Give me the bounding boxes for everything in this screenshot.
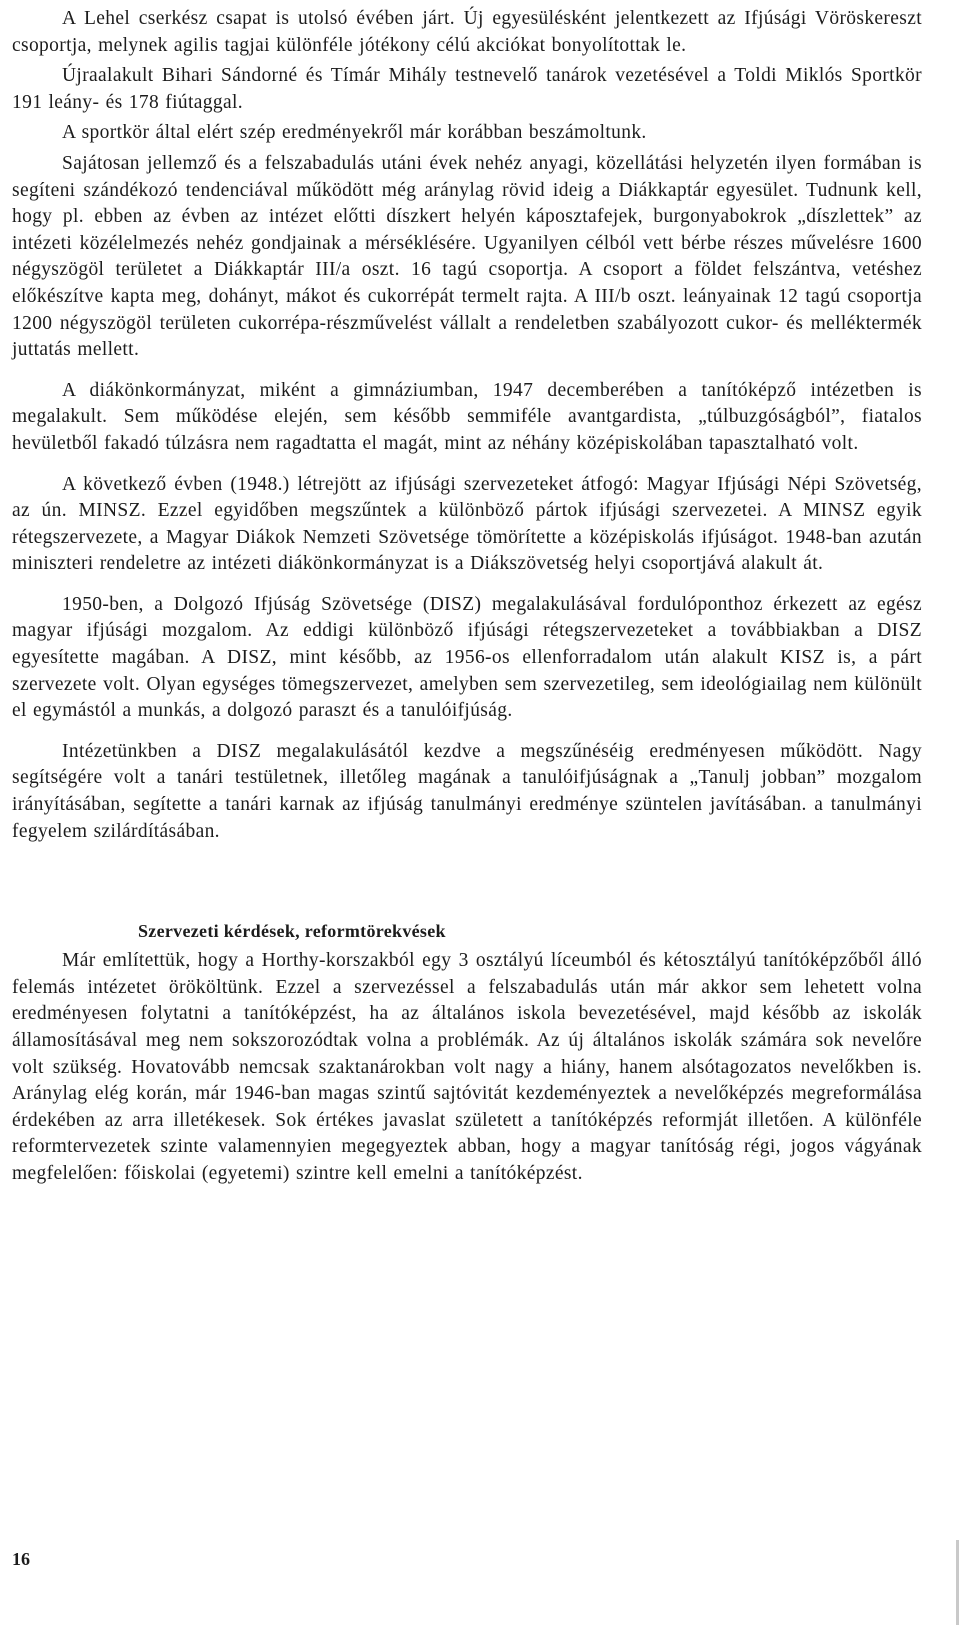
document-page xyxy=(12,6,922,1188)
paragraph-sports-results: A sportkör által elért szép eredményekről már korábban beszámoltunk. xyxy=(62,122,647,144)
paragraph-lehel-scouts: A Lehel cserkész csapat is utolsó évében járt. Új egyesülésként jelentkezett az Ifjúsági Vöröskereszt csoportja, melynek agilis tagjai különféle jótékony célú akciókat bonyolítottak le. xyxy=(12,8,922,56)
page-number: 16 xyxy=(12,1549,30,1569)
paragraph-sports-club: Újraalakult Bihari Sándorné és Tímár Mihály testnevelő tanárok vezetésével a Toldi Miklós Sportkör 191 leány- és 178 fiútaggal. xyxy=(12,65,922,113)
paragraph-disz-results: Intézetünkben a DISZ megalakulásától kezdve a megszűnéséig eredményesen működött. Nagy segítségére volt a tanári testületnek, illetőleg magának a tanulóifjúságnak a „Tanulj jobban” mozgalom irányításában, segítette a tanári karnak az ifjúság tanulmányi eredménye szüntelen javításában. a tanulmányi fegyelem szilárdításában. xyxy=(12,740,922,842)
scan-edge-shadow xyxy=(956,1540,959,1625)
paragraph-reform: Már említettük, hogy a Horthy-korszakból egy 3 osztályú líceumból és kétosztályú tanítóképzőből álló felemás intézetet örököltünk. Ezzel a szervezéssel a felszabadulás után már akkor sem lehetett volna eredményesen folytatni a tanítóképzést, ha az általános iskola bevezetésével, majd később az iskolák államosításával meg nem sokszorozódtak volna a problémák. Az új általános iskolák számára sok nevelőre volt szükség. Hovatovább nemcsak szaktanárokban volt nagy a hiány, hanem alsótagozatos nevelőkben is. Aránylag elég korán, már 1946-ban magas szintű sajtóvitát kezdeményeztek a nevelőképzés megreformálása érdekében az arra illetékesek. Sok értékes javaslat született a tanítóképzés reformját illetően. A különféle reformtervezetek szinte valamennyien megegyeztek abban, hogy a magyar tanítóság régi, jogos vágyának megfelelően: főiskolai (egyetemi) szintre kell emelni a tanítóképzést. xyxy=(12,950,922,1184)
paragraph-student-government: A diákönkormányzat, miként a gimnáziumban, 1947 decemberében a tanítóképző intézetben is megalakult. Sem működése elején, sem később semmiféle avantgardista, „túlbuzgóságból”, fiatalos hevületből fakadó túlzásra nem ragadtatta el magát, mint az néhány középiskolában tapasztalható volt. xyxy=(12,379,922,454)
paragraph-diakkaptar: Sajátosan jellemző és a felszabadulás utáni évek nehéz anyagi, közellátási helyzetén ilyen formában is segíteni szándékozó tendenciával működött még aránylag rövid ideig a Diákkaptár egyesület. Tudnunk kell, hogy pl. ebben az évben az intézet előtti díszkert helyén káposztafejek, burgonyabokrok „díszlettek” az intézeti közélelmezés nehéz gondjainak a mérséklésére. Ugyanilyen célból vett bérbe részes művelésre 1600 négyszögöl területet a Diákkaptár III/a oszt. 16 tagú csoportja. A csoport a földet felszántva, vetéshez előkészítve kapta meg, dohányt, mákot és cukorrépát termelt rajta. A III/b oszt. leányainak 12 tagú csoportja 1200 négyszögöl területen cukorrépa-részművelést vállalt a rendeletben szabályozott cukor- és melléktermék juttatás mellett. xyxy=(12,152,922,361)
paragraph-disz: 1950-ben, a Dolgozó Ifjúság Szövetsége (DISZ) megalakulásával fordulóponthoz érkezett az egész magyar ifjúsági mozgalom. Az eddigi különböző ifjúsági rétegszervezeteket a továbbiakban a DISZ egyesítette magában. A DISZ, mint később, az 1956-os ellenforradalom után alakult KISZ is, a párt szervezete volt. Olyan egységes tömegszervezet, amelyben sem szervezetileg, sem ideológiailag nem különült el egymástól a munkás, a dolgozó paraszt és a tanulóifjúság. xyxy=(12,593,922,722)
section-heading: Szervezeti kérdések, reformtörekvések xyxy=(138,921,446,942)
paragraph-minsz: A következő évben (1948.) létrejött az ifjúsági szervezeteket átfogó: Magyar Ifjúsági Népi Szövetség, az ún. MINSZ. Ezzel egyidőben megszűntek a különböző pártok ifjúsági szervezetei. A MINSZ egyik rétegszervezete, a Magyar Diákok Nemzeti Szövetsége tömörítette a középiskolás ifjúságot. 1948-ban azután miniszteri rendeletre az intézeti diákönkormányzat is a Diákszövetség helyi csoportjává alakult át. xyxy=(12,473,922,575)
